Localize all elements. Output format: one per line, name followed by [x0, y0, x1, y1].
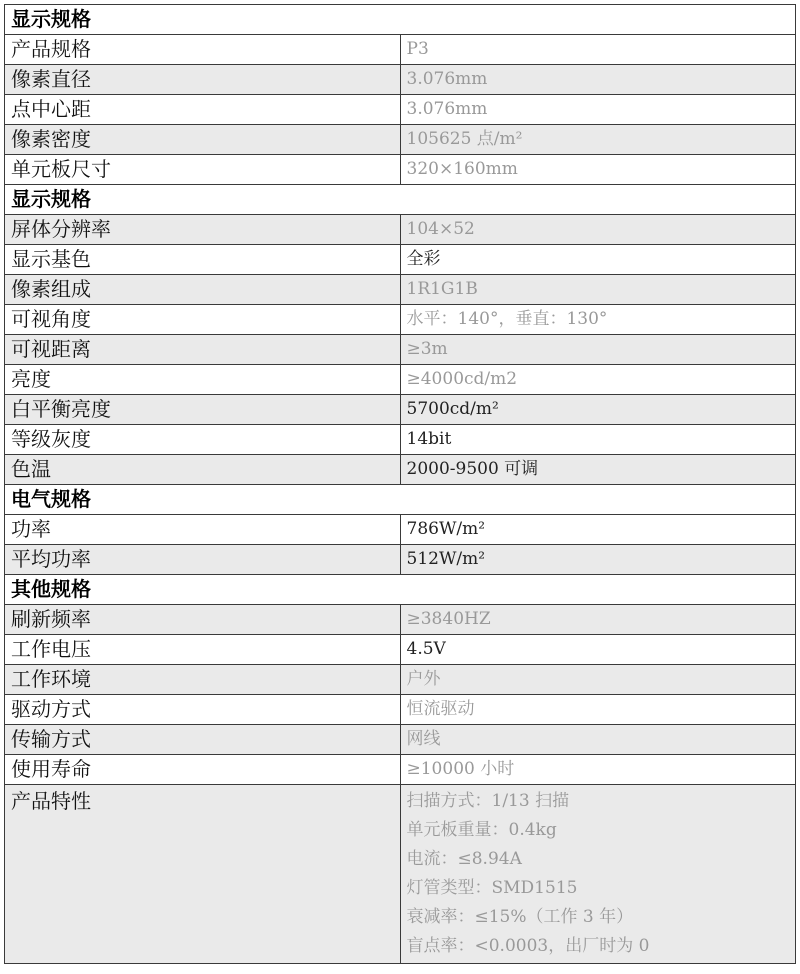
spec-value: 2000-9500 可调	[400, 455, 796, 485]
spec-label: 点中心距	[5, 95, 401, 125]
spec-value: 5700cd/m²	[400, 395, 796, 425]
spec-row	[5, 305, 796, 335]
spec-value: 786W/m²	[400, 515, 796, 545]
section-header	[5, 5, 796, 35]
spec-row	[5, 215, 796, 245]
spec-value: 4.5V	[400, 635, 796, 665]
spec-value: 户外	[400, 665, 796, 695]
spec-row	[5, 455, 796, 485]
spec-value: ≥10000 小时	[400, 755, 796, 785]
spec-value: 3.076mm	[400, 65, 796, 95]
spec-row	[5, 125, 796, 155]
spec-row	[5, 155, 796, 185]
spec-label: 单元板尺寸	[5, 155, 401, 185]
spec-label: 亮度	[5, 365, 401, 395]
spec-value: ≥4000cd/m2	[400, 365, 796, 395]
spec-label: 像素直径	[5, 65, 401, 95]
spec-label: 色温	[5, 455, 401, 485]
spec-label: 功率	[5, 515, 401, 545]
section-title: 显示规格	[5, 185, 796, 215]
spec-value: 恒流驱动	[400, 695, 796, 725]
spec-value: 1R1G1B	[400, 275, 796, 305]
spec-row	[5, 395, 796, 425]
spec-value: 105625 点/m²	[400, 125, 796, 155]
spec-row	[5, 545, 796, 575]
spec-label: 屏体分辨率	[5, 215, 401, 245]
spec-label: 传输方式	[5, 725, 401, 755]
spec-row	[5, 635, 796, 665]
spec-value: 水平：140°，垂直：130°	[400, 305, 796, 335]
spec-value: 网线	[400, 725, 796, 755]
spec-label: 使用寿命	[5, 755, 401, 785]
spec-row	[5, 755, 796, 785]
features-row	[5, 785, 796, 964]
section-header	[5, 485, 796, 515]
spec-label: 白平衡亮度	[5, 395, 401, 425]
spec-row	[5, 425, 796, 455]
features-label: 产品特性	[5, 785, 401, 964]
spec-value: ≥3m	[400, 335, 796, 365]
spec-label: 产品规格	[5, 35, 401, 65]
section-title: 电气规格	[5, 485, 796, 515]
section-header	[5, 185, 796, 215]
spec-label: 工作电压	[5, 635, 401, 665]
spec-label: 平均功率	[5, 545, 401, 575]
spec-value: 512W/m²	[400, 545, 796, 575]
spec-row	[5, 665, 796, 695]
spec-row	[5, 335, 796, 365]
spec-label: 工作环境	[5, 665, 401, 695]
spec-value: 320×160mm	[400, 155, 796, 185]
feature-line: 衰减率：≤15%（工作 3 年）	[406, 907, 634, 927]
spec-row	[5, 35, 796, 65]
spec-value: P3	[400, 35, 796, 65]
spec-row	[5, 695, 796, 725]
spec-row	[5, 65, 796, 95]
spec-row	[5, 95, 796, 125]
feature-line: 单元板重量：0.4kg	[406, 820, 557, 840]
spec-value: 104×52	[400, 215, 796, 245]
spec-row	[5, 365, 796, 395]
spec-row	[5, 725, 796, 755]
spec-label: 刷新频率	[5, 605, 401, 635]
spec-label: 显示基色	[5, 245, 401, 275]
features-list	[400, 785, 796, 964]
spec-value: 全彩	[400, 245, 796, 275]
spec-label: 可视角度	[5, 305, 401, 335]
spec-value: 14bit	[400, 425, 796, 455]
section-title: 其他规格	[5, 575, 796, 605]
spec-label: 驱动方式	[5, 695, 401, 725]
spec-label: 可视距离	[5, 335, 401, 365]
spec-value: 3.076mm	[400, 95, 796, 125]
spec-value: ≥3840HZ	[400, 605, 796, 635]
spec-label: 像素密度	[5, 125, 401, 155]
spec-row	[5, 245, 796, 275]
spec-label: 等级灰度	[5, 425, 401, 455]
feature-line: 盲点率：<0.0003，出厂时为 0	[406, 936, 650, 956]
spec-table	[4, 4, 796, 964]
feature-line: 扫描方式：1/13 扫描	[406, 791, 570, 811]
feature-line: 电流：≤8.94A	[406, 849, 522, 869]
spec-row	[5, 605, 796, 635]
section-title: 显示规格	[5, 5, 796, 35]
spec-row	[5, 275, 796, 305]
spec-row	[5, 515, 796, 545]
section-header	[5, 575, 796, 605]
spec-label: 像素组成	[5, 275, 401, 305]
feature-line: 灯管类型：SMD1515	[406, 878, 578, 898]
